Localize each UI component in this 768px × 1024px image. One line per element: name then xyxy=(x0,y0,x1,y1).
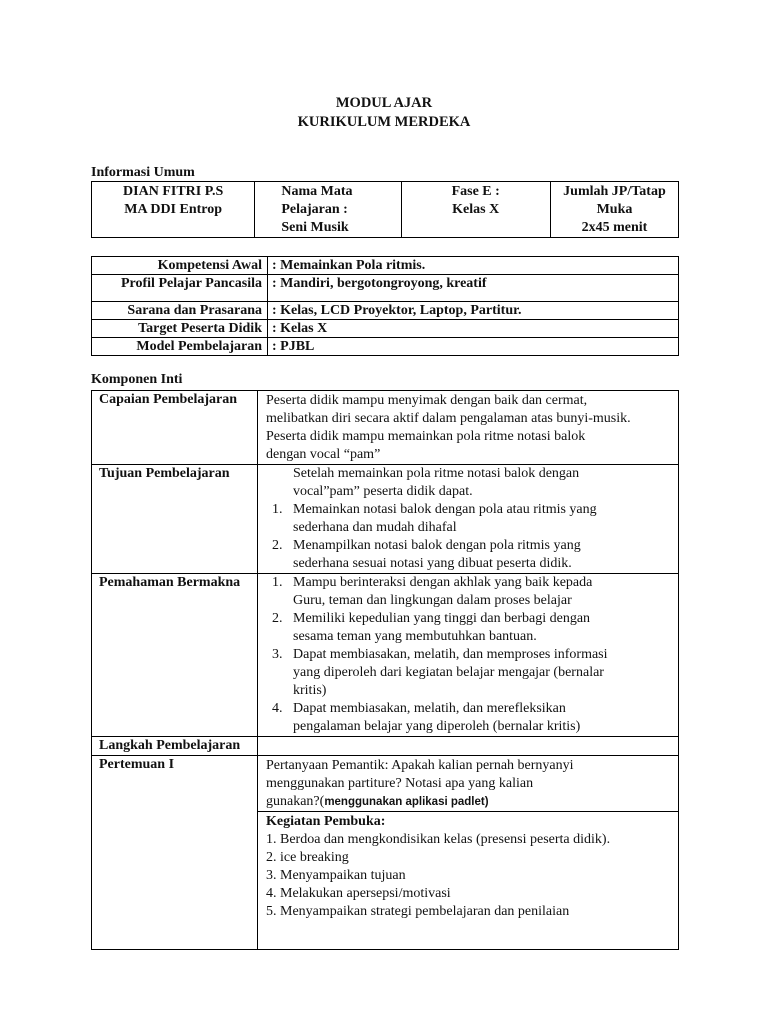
jp-cell xyxy=(550,182,678,238)
subject-name: Seni Musik xyxy=(281,220,349,235)
title-line-2: KURIKULUM MERDEKA xyxy=(297,114,471,130)
author-name: DIAN FITRI P.S xyxy=(123,184,224,199)
pembuka-item: 5. Menyampaikan strategi pembelajaran dan penilaian xyxy=(266,904,570,919)
tujuan-content xyxy=(258,465,679,574)
kompetensi-label: Profil Pelajar Pancasila xyxy=(92,275,268,302)
list-text: Menampilkan notasi balok dengan pola ritmis yang xyxy=(293,538,581,553)
list-number: 2. xyxy=(272,611,283,626)
kompetensi-row xyxy=(92,302,679,320)
kompetensi-row xyxy=(92,275,679,302)
list-text: sederhana sesuai notasi yang dibuat peserta didik. xyxy=(293,556,572,571)
pembuka-title: Kegiatan Pembuka: xyxy=(266,814,386,829)
kompetensi-value: : Kelas X xyxy=(268,320,679,338)
capaian-line: Peserta didik mampu menyimak dengan baik dan cermat, xyxy=(266,393,588,408)
info-table xyxy=(91,181,679,238)
list-item xyxy=(266,700,672,736)
list-text: Mampu berinteraksi dengan akhlak yang baik kepada xyxy=(293,575,593,590)
kompetensi-label: Kompetensi Awal xyxy=(92,257,268,275)
list-text: yang diperoleh dari kegiatan belajar mengajar (bernalar xyxy=(293,665,604,680)
inti-table xyxy=(91,390,679,950)
langkah-row xyxy=(92,737,679,756)
subject-line-2: Pelajaran : xyxy=(281,202,348,217)
pembuka-item: 1. Berdoa dan mengkondisikan kelas (presensi peserta didik). xyxy=(266,832,611,847)
list-item xyxy=(266,610,672,646)
list-text: Dapat membiasakan, melatih, dan merefleksikan xyxy=(293,701,566,716)
pemahaman-content xyxy=(258,574,679,737)
pembuka-item: 4. Melakukan apersepsi/motivasi xyxy=(266,886,451,901)
kompetensi-label: Target Peserta Didik xyxy=(92,320,268,338)
list-item xyxy=(266,646,672,700)
phase-cell xyxy=(401,182,550,238)
kompetensi-row xyxy=(92,338,679,356)
list-number: 1. xyxy=(272,502,283,517)
pemantik-line: gunakan?(menggunakan aplikasi padlet) xyxy=(266,794,489,809)
kompetensi-value: : Memainkan Pola ritmis. xyxy=(268,257,679,275)
pembuka-item: 3. Menyampaikan tujuan xyxy=(266,868,406,883)
jp-line-1: Jumlah JP/Tatap xyxy=(563,184,666,199)
capaian-label: Capaian Pembelajaran xyxy=(92,391,258,465)
subject-cell xyxy=(255,182,401,238)
info-section-label: Informasi Umum xyxy=(91,165,195,180)
capaian-content xyxy=(258,391,679,465)
list-number: 4. xyxy=(272,701,283,716)
list-item xyxy=(266,574,672,610)
pemantik-line: Pertanyaan Pemantik: Apakah kalian pernah bernyanyi xyxy=(266,758,574,773)
pembuka-content xyxy=(258,812,679,950)
document-title xyxy=(0,94,768,132)
list-number: 1. xyxy=(272,575,283,590)
pemahaman-label: Pemahaman Bermakna xyxy=(92,574,258,737)
class-label: Kelas X xyxy=(452,202,500,217)
capaian-line: dengan vocal “pam” xyxy=(266,447,381,462)
list-number: 2. xyxy=(272,538,283,553)
inti-section-label: Komponen Inti xyxy=(91,372,183,387)
list-text: pengalaman belajar yang diperoleh (bernalar kritis) xyxy=(293,719,581,734)
kompetensi-value: : Kelas, LCD Proyektor, Laptop, Partitur. xyxy=(268,302,679,320)
list-text: Memiliki kepedulian yang tinggi dan berbagi dengan xyxy=(293,611,591,626)
kompetensi-value: : PJBL xyxy=(268,338,679,356)
kompetensi-value: : Mandiri, bergotongroyong, kreatif xyxy=(268,275,679,302)
kompetensi-label: Sarana dan Prasarana xyxy=(92,302,268,320)
pembuka-item: 2. ice breaking xyxy=(266,850,349,865)
kompetensi-table xyxy=(91,256,679,356)
author-cell xyxy=(92,182,255,238)
list-text: Memainkan notasi balok dengan pola atau ritmis yang xyxy=(293,502,597,517)
pertemuan-row xyxy=(92,756,679,812)
capaian-row xyxy=(92,391,679,465)
kompetensi-label: Model Pembelajaran xyxy=(92,338,268,356)
title-line-1: MODUL AJAR xyxy=(335,95,433,111)
pemantik-line: menggunakan partiture? Notasi apa yang kalian xyxy=(266,776,534,791)
list-number: 3. xyxy=(272,647,283,662)
pemahaman-row xyxy=(92,574,679,737)
pemahaman-list xyxy=(266,574,672,736)
list-text: Guru, teman dan lingkungan dalam proses belajar xyxy=(293,593,572,608)
list-text: Dapat membiasakan, melatih, dan memproses informasi xyxy=(293,647,608,662)
tujuan-label: Tujuan Pembelajaran xyxy=(92,465,258,574)
pertemuan-label: Pertemuan I xyxy=(92,756,258,950)
list-item xyxy=(266,537,672,573)
langkah-label: Langkah Pembelajaran xyxy=(92,737,258,756)
list-text: sederhana dan mudah dihafal xyxy=(293,520,457,535)
langkah-content xyxy=(258,737,679,756)
school-name: MA DDI Entrop xyxy=(124,202,223,217)
capaian-line: Peserta didik mampu memainkan pola ritme notasi balok xyxy=(266,429,586,444)
phase-label: Fase E : xyxy=(451,184,500,199)
kompetensi-row xyxy=(92,320,679,338)
pemantik-content xyxy=(258,756,679,812)
capaian-line: melibatkan diri secara aktif dalam pengalaman atas bunyi-musik. xyxy=(266,411,631,426)
tujuan-intro: Setelah memainkan pola ritme notasi balok dengan xyxy=(293,466,580,481)
kompetensi-row xyxy=(92,257,679,275)
list-text: kritis) xyxy=(293,683,327,698)
list-text: sesama teman yang membutuhkan bantuan. xyxy=(293,629,537,644)
jp-duration: 2x45 menit xyxy=(581,220,648,235)
tujuan-row xyxy=(92,465,679,574)
jp-line-2: Muka xyxy=(596,202,633,217)
list-item xyxy=(266,501,672,537)
padlet-app-note: menggunakan aplikasi padlet) xyxy=(324,796,489,808)
subject-line-1: Nama Mata xyxy=(281,184,353,199)
tujuan-intro: vocal”pam” peserta didik dapat. xyxy=(293,484,473,499)
tujuan-list xyxy=(266,501,672,573)
